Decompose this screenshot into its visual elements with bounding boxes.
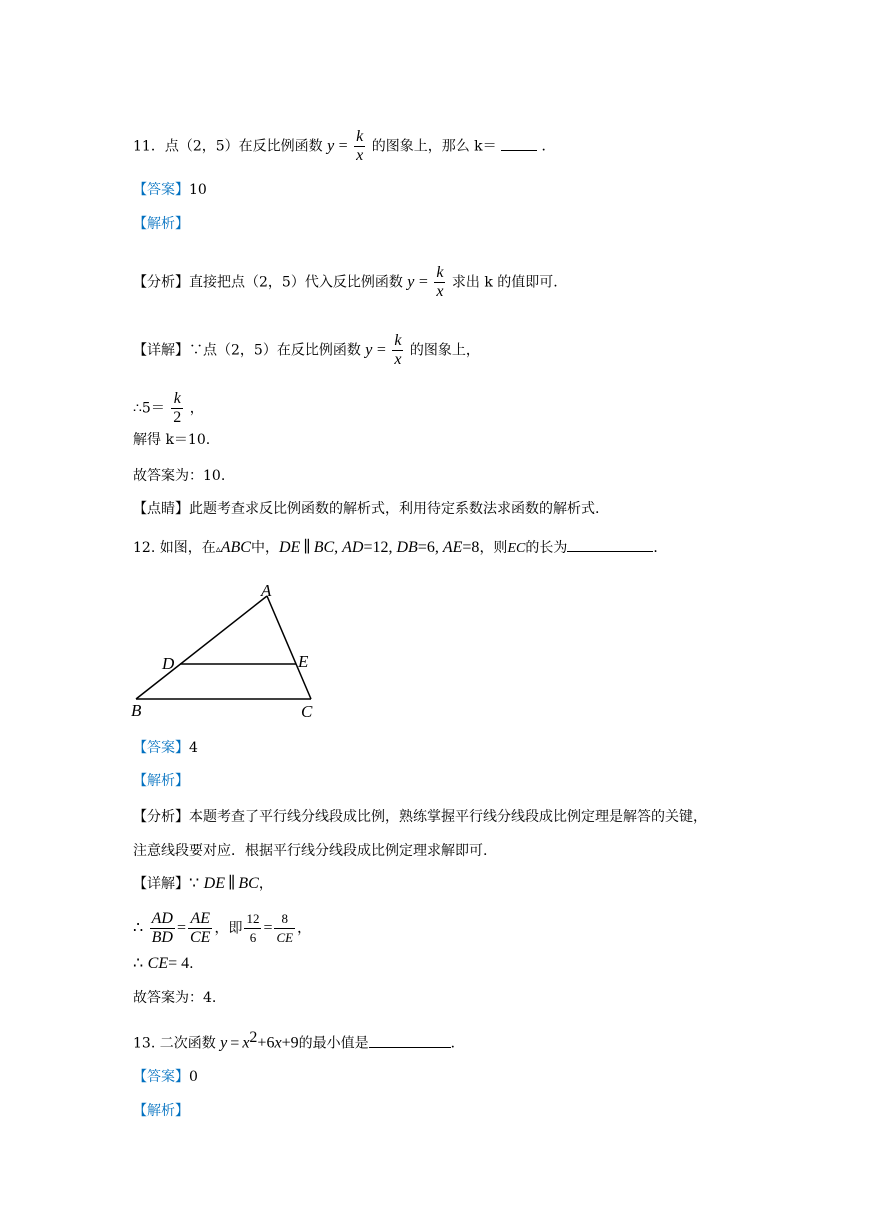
- q13-stem-post: 的最小值是: [298, 1035, 369, 1052]
- q11-fenxi-post: 求出 k 的值即可.: [451, 274, 558, 291]
- q12-f4-num: 8: [274, 910, 295, 929]
- q11-formula-lhs: y: [327, 137, 335, 155]
- q13-stem: [133, 1028, 465, 1054]
- q11-dianjing-text: 此题考查求反比例函数的解析式，利用待定系数法求函数的解析式.: [189, 501, 600, 517]
- q11-step1-fraction: [171, 390, 183, 427]
- q12-fenxi-line1: [133, 807, 707, 827]
- q13-answer: 0: [189, 1069, 198, 1085]
- q13-stem-end: ．: [450, 1035, 465, 1052]
- q11-frac-den: x: [356, 147, 364, 164]
- q11-final: 故答案为：10.: [133, 468, 226, 484]
- q12-answer-line: [133, 738, 198, 758]
- q12-stem-pre: 12. 如图，在: [133, 540, 216, 556]
- q12-result-lhs: CE: [147, 955, 169, 972]
- q11-fraction: [354, 128, 365, 165]
- q11-fenxi-line: [133, 264, 558, 301]
- q11-answer-line: [133, 180, 207, 200]
- q11-answer-tag: 【答案】: [133, 182, 189, 198]
- q12-f3-num: 12: [244, 910, 261, 929]
- q12-f3-den: 6: [249, 930, 257, 945]
- q13-x2: x: [274, 1034, 282, 1052]
- q12-xiangjie-tag: 【详解】: [133, 876, 189, 892]
- q12-frac-8-ce: [274, 910, 295, 947]
- q12-fenxi-line2: 注意线段要对应．根据平行线分线段成比例定理求解即可.: [133, 843, 488, 859]
- triangle-icon: ▵: [215, 544, 221, 555]
- q12-result-rhs: = 4: [168, 955, 190, 972]
- q11-answer-blank: [501, 150, 537, 151]
- q11-fenxi-tag: 【分析】: [133, 274, 189, 291]
- q12-stem-mid: 中，: [250, 540, 279, 556]
- q11-step2: 解得 k＝10.: [133, 432, 211, 448]
- q11-step1-num: k: [171, 390, 183, 409]
- q12-result-line: [133, 954, 194, 974]
- label-e: E: [298, 652, 309, 671]
- q12-xiangjie-de: DE: [203, 875, 225, 892]
- q12-f2-num: AE: [188, 910, 212, 929]
- label-d: D: [162, 654, 175, 673]
- q13-exp: 2: [249, 1029, 258, 1046]
- q12-frac-ad-bd: [150, 910, 175, 947]
- q12-xiangjie-parallel-icon: ∥: [227, 875, 236, 892]
- q13-eq: =: [230, 1034, 240, 1052]
- q12-answer: 4: [189, 740, 198, 756]
- q12-result-therefore-icon: ∴: [133, 955, 144, 972]
- because-icon: ∵: [189, 875, 200, 892]
- q11-xiangjie-formula-eq: =: [376, 341, 386, 359]
- q13-x: x: [242, 1034, 250, 1052]
- q11-step1-den: 2: [173, 409, 182, 426]
- q11-step1-pre: ∴5＝: [133, 400, 165, 417]
- q12-cond-ad: AD: [342, 539, 364, 556]
- q13-answer-blank: [369, 1047, 451, 1048]
- q11-stem-end: ．: [541, 138, 556, 155]
- q11-fenxi-pre: 直接把点（2，5）代入反比例函数: [189, 274, 403, 291]
- q12-stem-end: ．: [653, 540, 668, 556]
- label-a: A: [261, 581, 272, 600]
- parallel-icon: ∥: [303, 539, 311, 556]
- q12-cond-ad-val: =12,: [363, 539, 397, 556]
- q12-ec: EC: [507, 541, 526, 556]
- q13-plus6: +6: [257, 1034, 275, 1052]
- q11-xiangjie-frac-num: k: [394, 332, 402, 349]
- q12-ji: ，即: [214, 920, 243, 937]
- therefore-icon: ∴: [133, 919, 144, 937]
- q12-cond-db: DB: [396, 539, 418, 556]
- segment-ac: [267, 596, 311, 699]
- q12-final: 故答案为：4.: [133, 990, 217, 1006]
- q11-xiangjie-tag: 【详解】: [133, 342, 189, 359]
- q13-plus9: +9: [281, 1034, 299, 1052]
- label-c: C: [301, 702, 313, 720]
- q11-xiangjie-pre: ∵点（2，5）在反比例函数: [189, 342, 361, 359]
- q12-fenxi-line1-text: 本题考查了平行线分线段成比例，熟练掌握平行线分线段成比例定理是解答的关键，: [189, 809, 707, 825]
- q12-f4-den: CE: [276, 930, 294, 945]
- q12-frac-12-6: [244, 910, 261, 947]
- q12-analysis-tag-line: [133, 771, 189, 791]
- q11-frac-num: k: [356, 128, 364, 145]
- q11-xiangjie-frac-den: x: [394, 351, 402, 368]
- q13-analysis-tag-line: [133, 1101, 189, 1121]
- q12-cond-de: DE: [278, 539, 301, 556]
- q11-stem-pre: 11．点（2，5）在反比例函数: [133, 138, 323, 155]
- q13-answer-tag: 【答案】: [133, 1069, 189, 1085]
- q11-fenxi-formula-eq: =: [418, 273, 428, 291]
- q11-stem-post: 的图象上，那么 k＝: [371, 138, 497, 155]
- q11-answer: 10: [189, 182, 207, 198]
- q12-answer-tag: 【答案】: [133, 740, 189, 756]
- q12-result-period: .: [189, 956, 194, 972]
- q13-y: y: [220, 1034, 228, 1052]
- q12-proportion-line: ∴ $\frac{AD}{BD}$ = $\frac{AE}{CE}$ ，即 $\frac{12}{6}$ = $\frac{8}{CE}$ ，: [133, 910, 312, 946]
- q12-fenxi-tag: 【分析】: [133, 809, 189, 825]
- q11-fenxi-fraction: [434, 264, 445, 301]
- q12-f1-num: AD: [151, 910, 173, 927]
- q13-analysis-tag: 【解析】: [133, 1103, 189, 1119]
- label-b: B: [131, 701, 142, 720]
- q11-xiangjie-formula-lhs: y: [365, 341, 373, 359]
- q12-cond-ae: AE: [442, 539, 463, 556]
- q13-stem-pre: 13. 二次函数: [133, 1035, 216, 1052]
- q11-step1: [133, 390, 204, 427]
- q11-fenxi-frac-den: x: [436, 283, 444, 300]
- q12-analysis-tag: 【解析】: [133, 773, 189, 789]
- q12-proportion-comma: ，: [297, 920, 312, 937]
- q11-analysis-tag: 【解析】: [133, 216, 189, 232]
- q11-fenxi-formula-lhs: y: [407, 273, 415, 291]
- q12-cond-db-val: =6,: [417, 539, 443, 556]
- q12-stem-post: 的长为: [525, 540, 568, 556]
- q12-stem: 12. 如图，在▵ABC中，DE ∥ BC, AD=12, DB=6, AE=8，则EC的长为 ．: [133, 539, 668, 556]
- q12-f2-den: CE: [190, 929, 211, 946]
- q11-dianjing-tag: 【点睛】: [133, 501, 189, 517]
- q12-xiangjie-line: [133, 874, 273, 894]
- q12-f1-den: BD: [151, 929, 173, 946]
- q11-xiangjie-post: 的图象上，: [409, 342, 480, 359]
- q12-abc: ABC: [220, 539, 251, 556]
- q12-frac-ae-ce: [188, 910, 212, 947]
- q12-xiangjie-bc: BC: [238, 875, 259, 892]
- segment-ab: [136, 596, 267, 699]
- q11-stem: [133, 128, 556, 165]
- q12-stem-then: ，则: [479, 540, 508, 556]
- q12-cond-ae-val: =8: [462, 539, 480, 556]
- q11-formula-eq: =: [338, 137, 348, 155]
- q11-xiangjie-line: [133, 332, 480, 369]
- q12-cond-bc: BC: [313, 539, 335, 556]
- q11-step1-post: ，: [189, 400, 204, 417]
- q13-answer-line: [133, 1067, 198, 1087]
- q11-dianjing-line: [133, 499, 599, 519]
- triangle-figure: [130, 580, 320, 720]
- q11-xiangjie-fraction: [392, 332, 403, 369]
- q12-xiangjie-end: ，: [258, 876, 273, 892]
- q11-analysis-tag-line: [133, 214, 189, 234]
- q12-answer-blank: [567, 551, 653, 552]
- q11-fenxi-frac-num: k: [436, 264, 444, 281]
